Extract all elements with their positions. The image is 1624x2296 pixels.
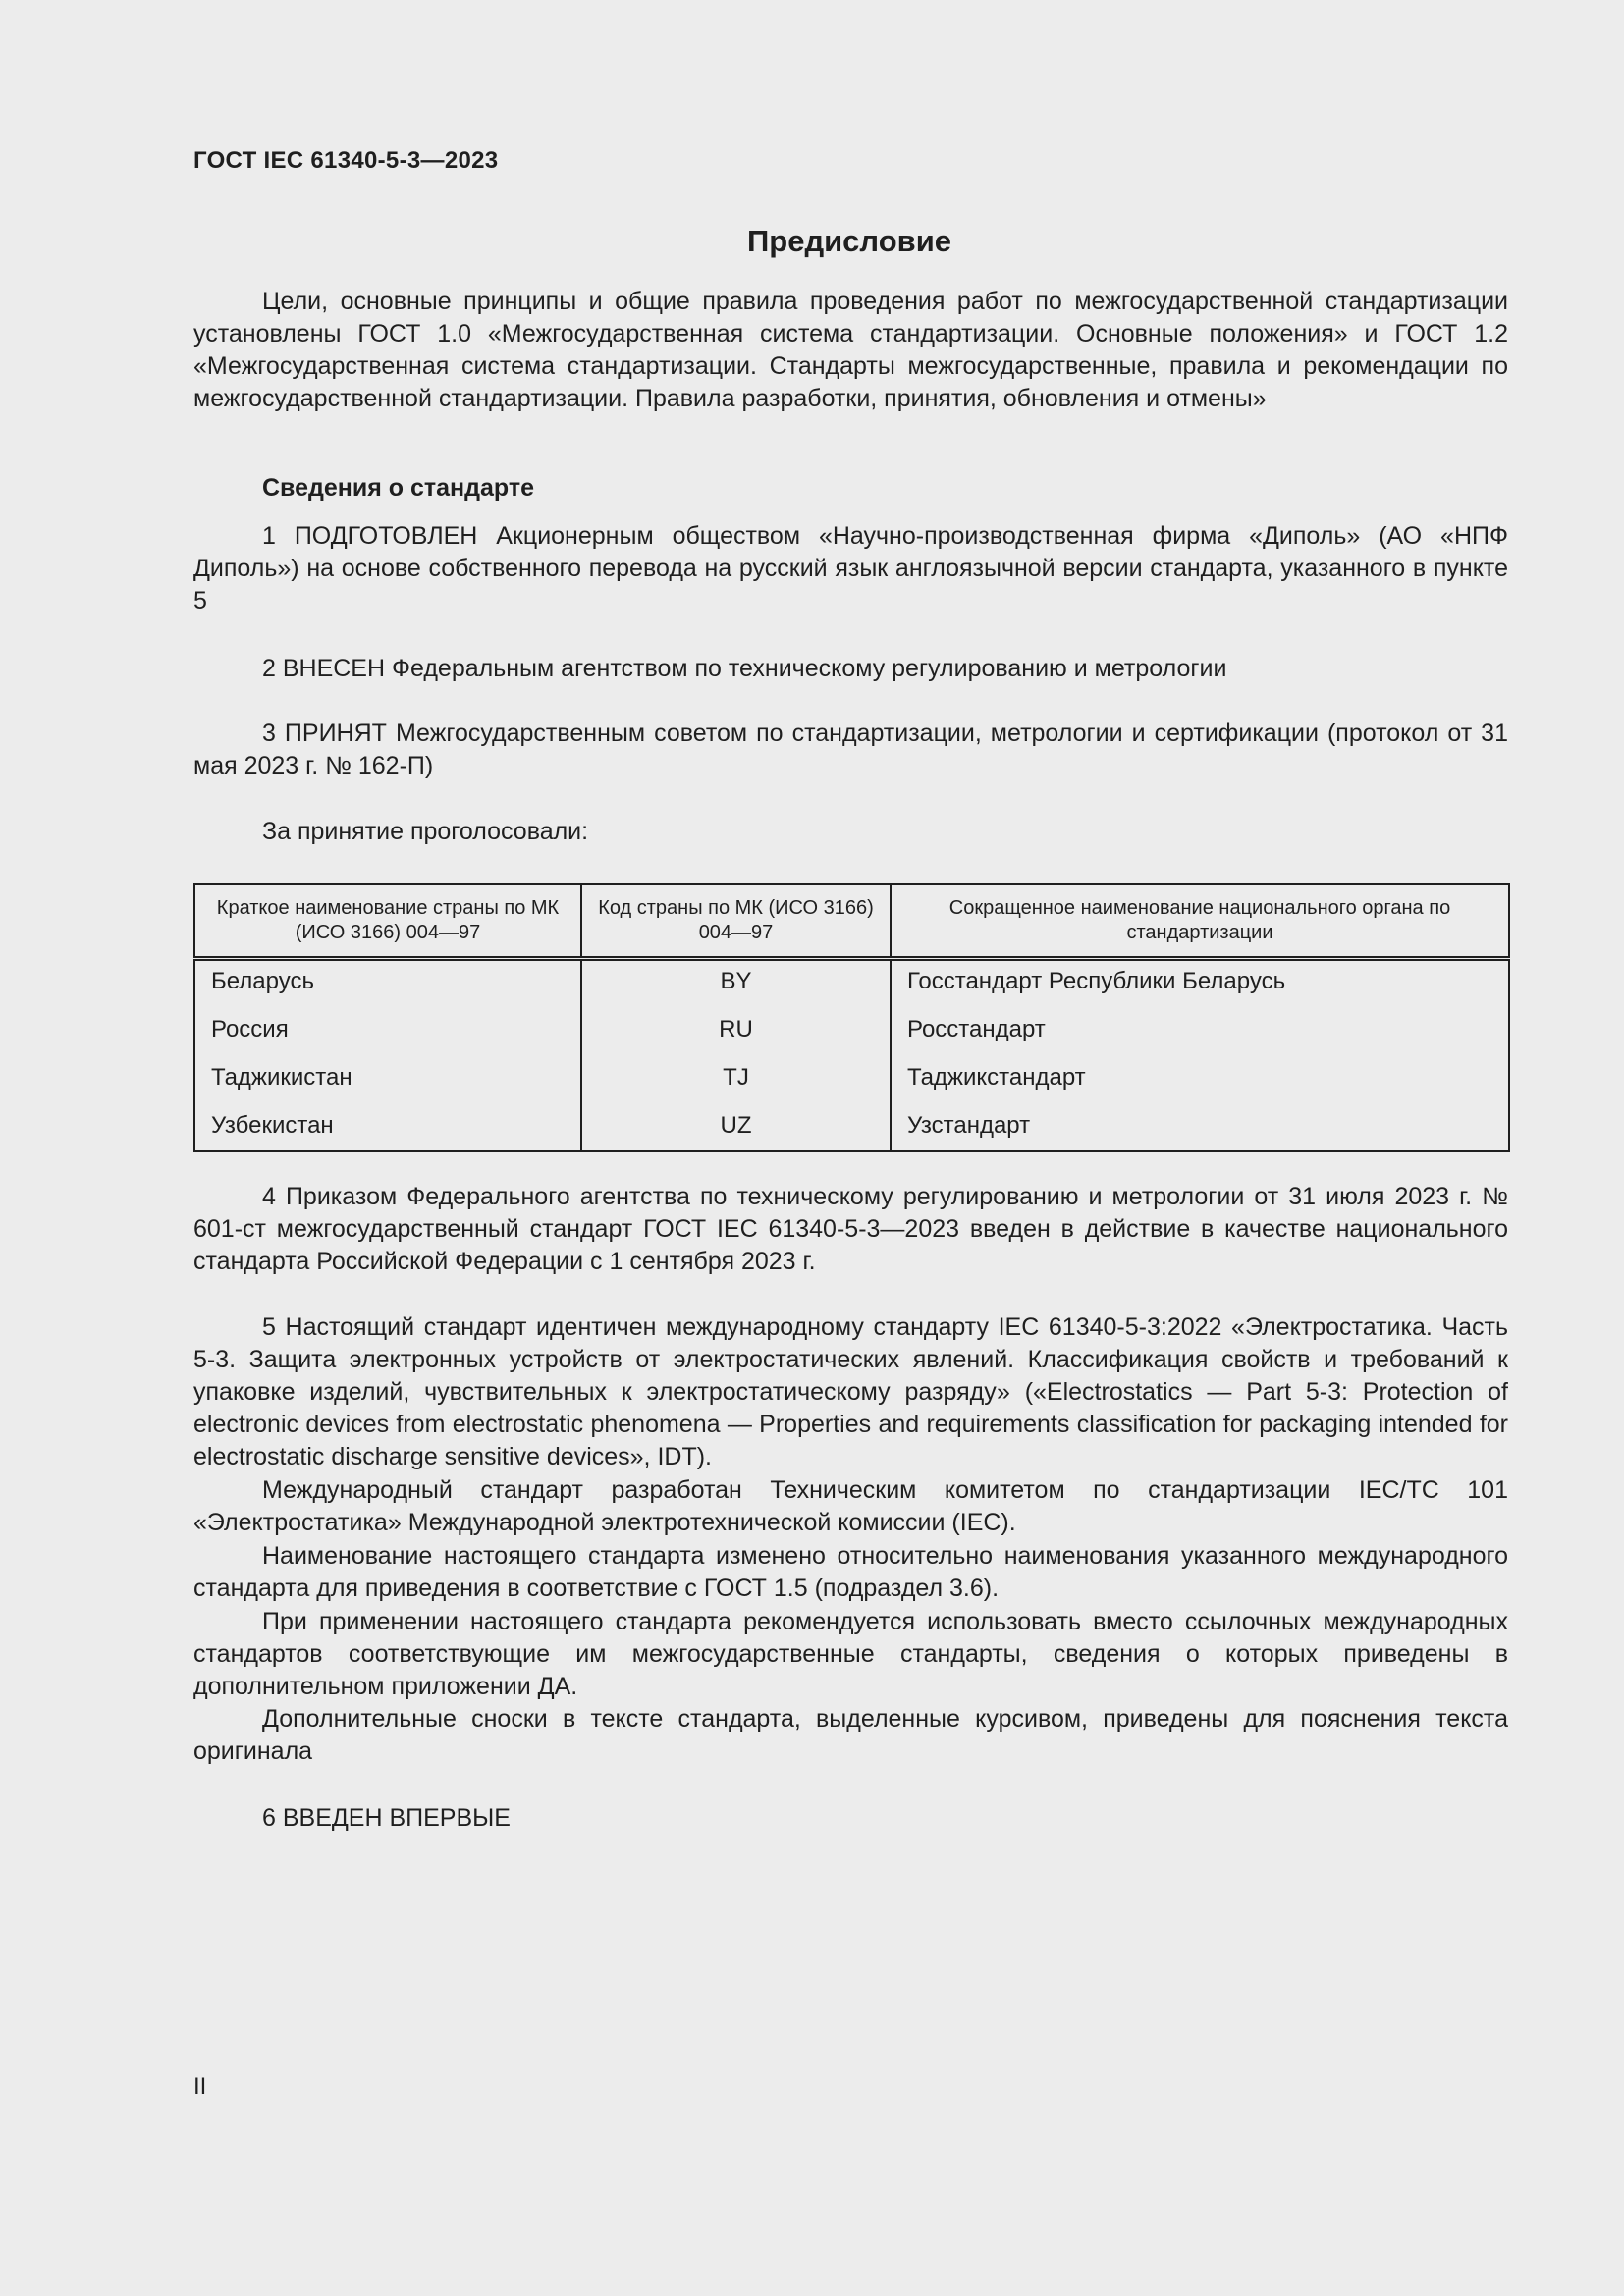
item-enacted: 4 Приказом Федерального агентства по техническому регулированию и метрологии от 31 июля 2023 г. № 601-ст межгосударственный стандарт ГОСТ IEC 61340-5-3—2023 введен в действие в качестве национального стандарта Российской Федерации с 1 сентября 2023 г. (193, 1183, 1508, 1275)
cell-code: TJ (581, 1054, 891, 1102)
item-submitted: 2 ВНЕСЕН Федеральным агентством по техническому регулированию и метрологии (262, 655, 1227, 682)
cell-national-body: Узстандарт (891, 1102, 1509, 1151)
item-prepared: 1 ПОДГОТОВЛЕН Акционерным обществом «Научно-производственная фирма «Диполь» (АО «НПФ Диполь») на основе собственного перевода на русский язык англоязычной версии стандарта, указанного в пункте 5 (193, 522, 1508, 614)
cell-country: Россия (211, 1016, 289, 1042)
paragraph-references: При применении настоящего стандарта рекомендуется использовать вместо ссылочных международных стандартов соответствующие им межгосударственные стандарты, сведения о которых приведены в дополнительном приложении ДА. (193, 1608, 1508, 1700)
running-header-standard-code: ГОСТ IEC 61340-5-3—2023 (193, 147, 499, 174)
item-identical: 5 Настоящий стандарт идентичен международному стандарту IEC 61340-5-3:2022 «Электростатика. Часть 5-3. Защита электронных устройств от электростатических явлений. Классификация свойств и требований к упаковке изделий, чувствительных к электростатическому разряду» («Electrostatics — Part 5-3: Protection of electronic devices from electrostatic phenomena — Properties and requirements classification for packaging intended for electrostatic discharge sensitive devices», IDT). (193, 1313, 1508, 1470)
header-national-body: Сокращенное наименование национального органа по стандартизации (891, 884, 1509, 959)
cell-national-body: Таджикстандарт (891, 1054, 1509, 1102)
page-title: Предисловие (746, 224, 951, 258)
cell-country: Таджикистан (211, 1064, 352, 1091)
cell-code: RU (581, 1006, 891, 1054)
table-header-row (194, 884, 1509, 959)
cell-national-body: Росстандарт (891, 1006, 1509, 1054)
voted-intro: За принятие проголосовали: (262, 818, 589, 845)
paragraph-name-changed: Наименование настоящего стандарта изменено относительно наименования указанного международного стандарта для приведения в соответствие с ГОСТ 1.5 (подраздел 3.6). (193, 1542, 1508, 1602)
paragraph-footnotes: Дополнительные сноски в тексте стандарта, выделенные курсивом, приведены для пояснения текста оригинала (193, 1705, 1508, 1765)
table-row (194, 1054, 1509, 1102)
table-row (194, 959, 1509, 1007)
paragraph-developed-by: Международный стандарт разработан Техническим комитетом по стандартизации IEC/TC 101 «Электростатика» Международной электротехнической комиссии (IEC). (193, 1476, 1508, 1536)
header-country-name: Краткое наименование страны по МК (ИСО 3166) 004—97 (194, 884, 581, 959)
member-states-table-wrapper (193, 883, 1508, 1152)
member-states-table (193, 883, 1510, 1152)
intro-paragraph: Цели, основные принципы и общие правила проведения работ по межгосударственной стандартизации установлены ГОСТ 1.0 «Межгосударственная система стандартизации. Основные положения» и ГОСТ 1.2 «Межгосударственная система стандартизации. Стандарты межгосударственные, правила и рекомендации по межгосударственной стандартизации. Правила разработки, принятия, обновления и отмены» (193, 288, 1508, 412)
header-country-code: Код страны по МК (ИСО 3166) 004—97 (581, 884, 891, 959)
cell-code: UZ (581, 1102, 891, 1151)
cell-national-body: Госстандарт Республики Беларусь (891, 959, 1509, 1007)
table-row (194, 1102, 1509, 1151)
item-first-time: 6 ВВЕДЕН ВПЕРВЫЕ (262, 1804, 511, 1832)
cell-code: BY (581, 959, 891, 1007)
cell-country: Узбекистан (211, 1112, 334, 1139)
page-number: II (193, 2073, 207, 2100)
cell-country: Беларусь (211, 968, 314, 994)
table-row (194, 1006, 1509, 1054)
info-heading: Сведения о стандарте (262, 474, 535, 502)
item-adopted: 3 ПРИНЯТ Межгосударственным советом по стандартизации, метрологии и сертификации (протокол от 31 мая 2023 г. № 162-П) (193, 720, 1508, 779)
